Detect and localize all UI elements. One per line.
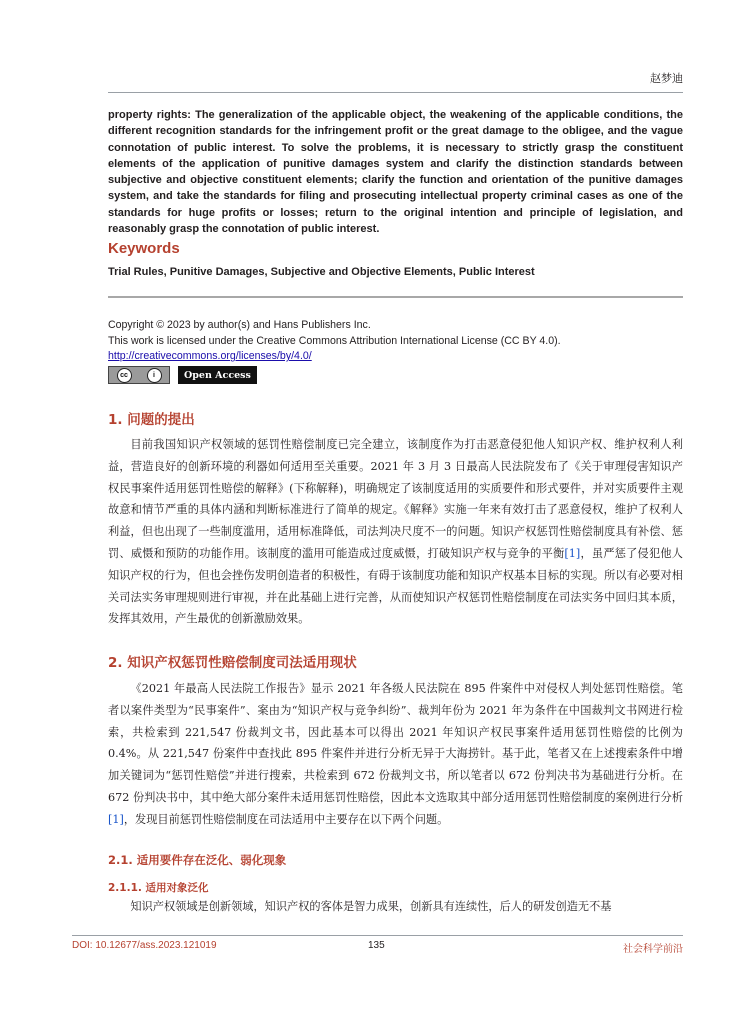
text: 《2021 年最高人民法院工作报告》显示 2021 年各级人民法院在 895 件案件中对侵权人判处惩罚性赔偿。笔者以案件类型为“民事案件”、案由为“知识产权与竞争纠纷”、裁判年份为 2021 年为条件在中国裁判文书网进行检索，共检索到 221,547 份裁判文书，因此基本可以得出 2021 年知识产权民事案件适用惩罚性赔偿的比例为 0.4%。从 221,547 份案件中查找此 895 件案件并进行分析无异于大海捞针。基于此，笔者又在上述搜索条件中增加关键词为“惩罚性赔偿”并进行搜索，共检索到 672 份裁判文书，所以笔者以 672 份判决书为基础进行分析。在 672 份判决书中，其中绝大部分案件未适用惩罚性赔偿，因此本文选取其中部分适用惩罚性赔偿制度的案例进行分析 — [108, 682, 683, 804]
journal-name: 社会科学前沿 — [623, 944, 683, 955]
cc-icon: cc — [117, 368, 132, 383]
keywords-text: Trial Rules, Punitive Damages, Subjective and Objective Elements, Public Interest — [108, 266, 535, 278]
citation-link[interactable]: [1] — [564, 546, 581, 560]
person-icon: i — [147, 368, 162, 383]
footer-rule — [72, 935, 683, 936]
text: ，发现目前惩罚性赔偿制度在司法适用中主要存在以下两个问题。 — [123, 812, 449, 826]
license-line: This work is licensed under the Creative Commons Attribution International License (CC BY 4.0). — [108, 334, 561, 347]
license-badges — [108, 366, 257, 384]
section-2-1-heading: 2.1. 适用要件存在泛化、弱化现象 — [108, 853, 287, 867]
license-link[interactable]: http://creativecommons.org/licenses/by/4.0/ — [108, 350, 312, 362]
section-2-1-1-paragraph: 知识产权领域是创新领域，知识产权的客体是智力成果，创新具有连续性，后人的研发创造无不基 — [130, 900, 612, 913]
section-2-heading: 2. 知识产权惩罚性赔偿制度司法适用现状 — [108, 655, 357, 671]
keywords-rule — [108, 296, 683, 298]
text: ，虽严惩了侵犯他人知识产权的行为，但也会挫伤发明创造者的积极性，有碍于该制度功能和知识产权基本目标的实现。所以有必要对相关司法实务审理规则进行审视，并在此基础上进行完善，从而使知识产权惩罚性赔偿制度在司法实务中回归其本质，发挥其效用，产生最优的创新激励效果。 — [108, 546, 683, 626]
section-1-heading: 1. 问题的提出 — [108, 412, 195, 428]
open-access-badge: Open Access — [178, 366, 257, 384]
copyright-block — [108, 318, 561, 365]
cc-by-badge[interactable] — [108, 366, 170, 384]
header-rule — [108, 92, 683, 93]
abstract-text: property rights: The generalization of the applicable object, the weakening of the applicable conditions, the different recognition standards for the infringement profit or the great damage to the obligee, and the vague connotation of public interest. To solve the problems, it is necessary to strictly grasp the constituent elements of the application of punitive damages system and clarify the distinction standards between subjective and objective constituent elements; clarify the function and orientation of the punitive damages system, and take the standards for filing and prosecuting intellectual property criminal cases as one of the standards for huge profits or losses; return to the original intention and principle of legislation, and reasonably grasp the connotation of public interest. — [108, 109, 683, 236]
section-2-1-1-heading: 2.1.1. 适用对象泛化 — [108, 882, 209, 894]
footer-doi[interactable]: DOI: 10.12677/ass.2023.121019 — [72, 940, 217, 951]
running-header-author: 赵梦迪 — [650, 73, 683, 85]
text: 目前我国知识产权领域的惩罚性赔偿制度已完全建立，该制度作为打击恶意侵犯他人知识产权、维护权利人利益，营造良好的创新环境的利器如何适用至关重要。2021 年 3 月 3 日最高人民法院发布了《关于审理侵害知识产权民事案件适用惩罚性赔偿的解释》(下称解释)，明确规定了该制度适用的实质要件和形式要件，并对实质要件主观故意和情节严重的具体内涵和判断标准进行了简单的规定。《解释》实施一年来有效打击了恶意侵权，维护了权利人利益，但也出现了一些制度滥用，适用标准降低，司法判决尺度不一的问题。知识产权惩罚性赔偿制度具有补偿、惩罚、威慑和预防的功能作用。该制度的滥用可能造成过度威慑，打破知识产权与竞争的平衡 — [108, 438, 683, 560]
page-number: 135 — [368, 940, 385, 951]
section-2-paragraph — [108, 678, 683, 831]
section-1-paragraph — [108, 434, 683, 630]
copyright-line: Copyright © 2023 by author(s) and Hans Publishers Inc. — [108, 319, 371, 331]
citation-link[interactable]: [1] — [108, 812, 124, 826]
keywords-heading: Keywords — [108, 240, 180, 257]
